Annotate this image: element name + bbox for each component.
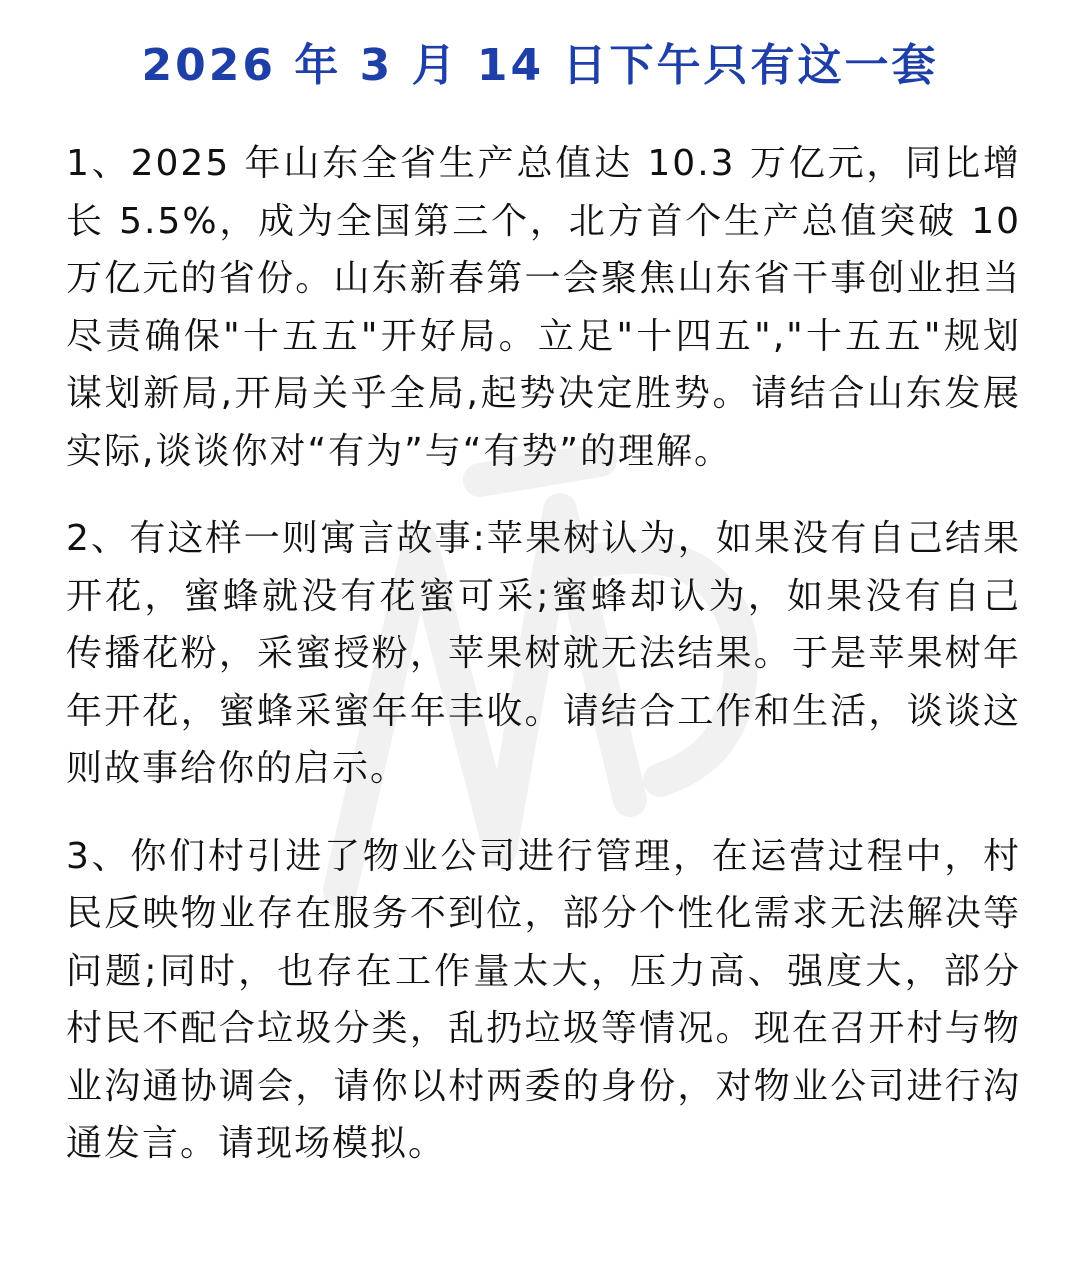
question-2: 2、有这样一则寓言故事:苹果树认为，如果没有自己结果开花，蜜蜂就没有花蜜可采;蜜蜂却认为，如果没有自己传播花粉，采蜜授粉，苹果树就无法结果。于是苹果树年年开花，蜜蜂采蜜年年丰收。请结合工作和生活，谈谈这则故事给你的启示。 [66, 518, 1021, 789]
question-1: 1、2025 年山东全省生产总值达 10.3 万亿元，同比增长 5.5%，成为全国第三个，北方首个生产总值突破 10 万亿元的省份。山东新春第一会聚焦山东省干事创业担当尽责确保"十五五"开好局。立足"十四五","十五五"规划谋划新局,开局关乎全局,起势决定胜势。请结合山东发展实际,谈谈你对“有为”与“有势”的理解。 [66, 143, 1021, 472]
question-list [66, 135, 1021, 1203]
question-3: 3、你们村引进了物业公司进行管理，在运营过程中，村民反映物业存在服务不到位，部分个性化需求无法解决等问题;同时，也存在工作量太大，压力高、强度大，部分村民不配合垃圾分类，乱扔垃圾等情况。现在召开村与物业沟通协调会，请你以村两委的身份，对物业公司进行沟通发言。请现场模拟。 [66, 835, 1021, 1164]
page-title: 2026 年 3 月 14 日下午只有这一套 [141, 40, 939, 91]
